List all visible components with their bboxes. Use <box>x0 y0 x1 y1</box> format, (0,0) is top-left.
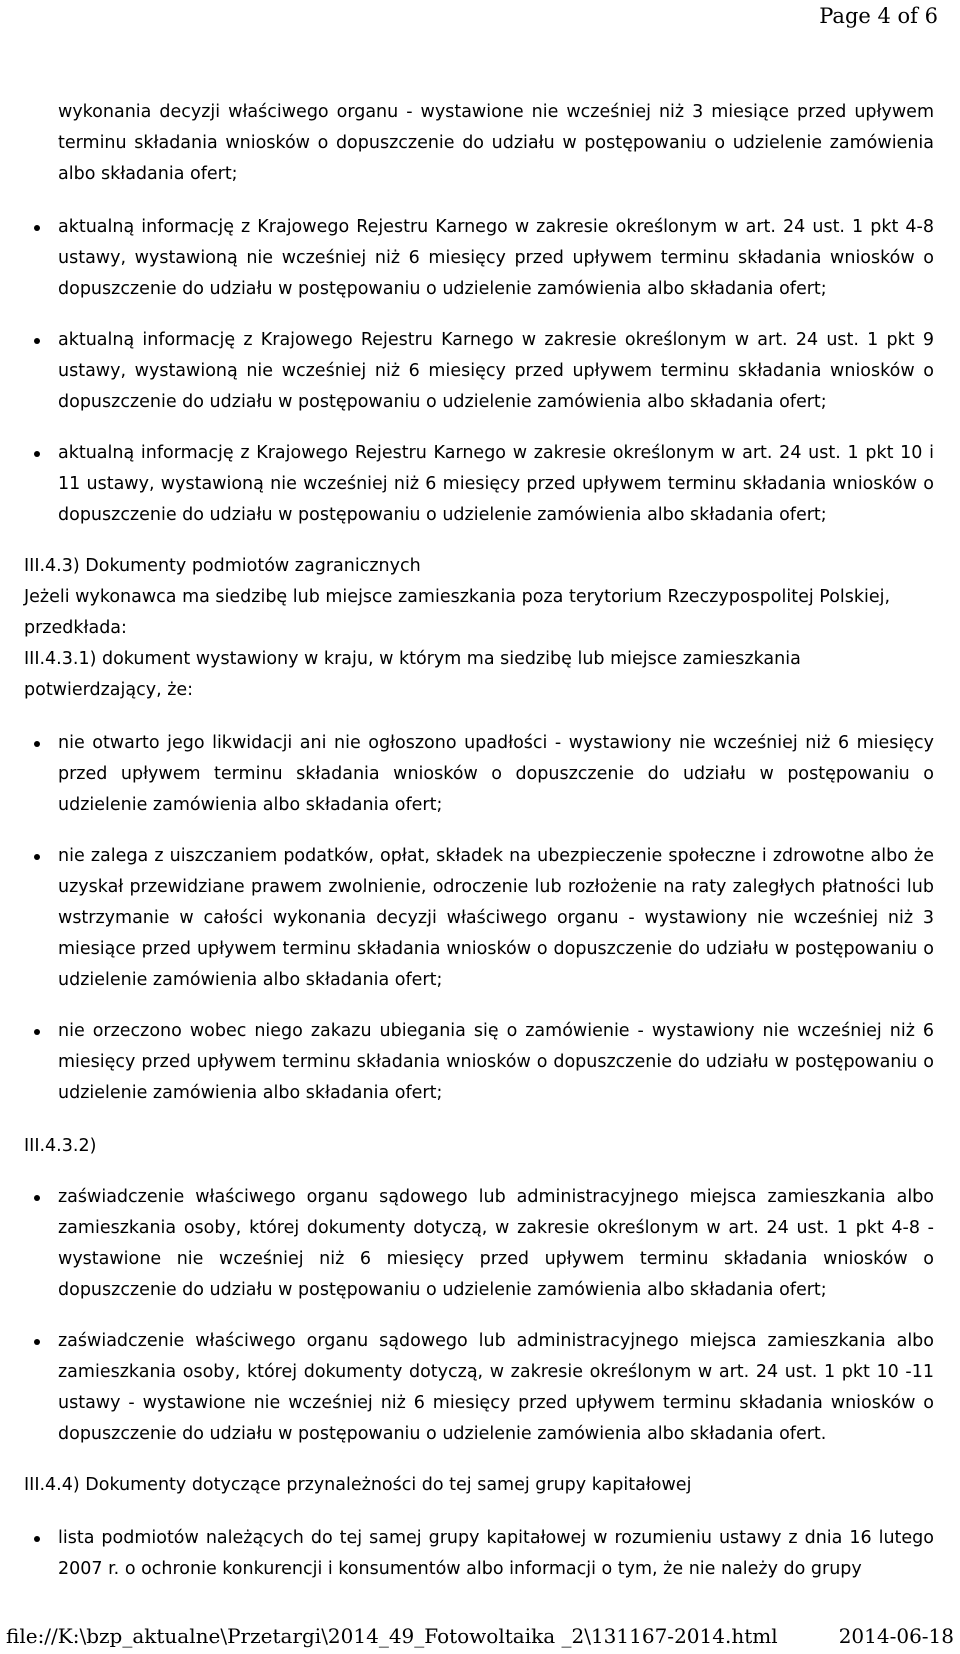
section-heading-III-4-4: III.4.4) Dokumenty dotyczące przynależności do tej samej grupy kapitałowej <box>24 1475 692 1495</box>
list-item: aktualną informację z Krajowego Rejestru Karnego w zakresie określonym w art. 24 ust. 1 pkt 9 ustawy, wystawioną nie wcześniej niż 6 miesięcy przed upływem terminu składania wniosków o dopuszczenie do udziału w postępowaniu o udzielenie zamówienia albo składania ofert; <box>24 325 934 418</box>
page-number: Page 4 of 6 <box>819 4 938 28</box>
page-footer <box>0 1621 960 1653</box>
foreign-entities-intro: Jeżeli wykonawca ma siedzibę lub miejsce zamieszkania poza terytorium Rzeczypospolitej Polskiej, przedkłada: <box>24 587 891 638</box>
list-item: nie zalega z uiszczaniem podatków, opłat, składek na ubezpieczenie społeczne i zdrowotne albo że uzyskał przewidziane prawem zwolnienie, odroczenie lub rozłożenie na raty zaległych płatności lub wstrzymanie w całości wykonania decyzji właściwego organu - wystawiony nie wcześniej niż 3 miesiące przed upływem terminu składania wniosków o dopuszczenie do udziału w postępowaniu o udzielenie zamówienia albo składania ofert; <box>24 841 934 996</box>
list-item: zaświadczenie właściwego organu sądowego lub administracyjnego miejsca zamieszkania albo zamieszkania osoby, której dokumenty dotyczą, w zakresie określonym w art. 24 ust. 1 pkt 10 -11 ustawy - wystawione nie wcześniej niż 6 miesięcy przed upływem terminu składania wniosków o dopuszczenie do udziału w postępowaniu o udzielenie zamówienia albo składania ofert. <box>24 1326 934 1450</box>
subsection-heading-III-4-3-2: III.4.3.2) <box>24 1136 97 1156</box>
list-item: nie otwarto jego likwidacji ani nie ogłoszono upadłości - wystawiony nie wcześniej niż 6 miesięcy przed upływem terminu składania wniosków o dopuszczenie do udziału w postępowaniu o udzielenie zamówienia albo składania ofert; <box>24 728 934 821</box>
capital-group-list <box>24 1523 934 1585</box>
list-item: aktualną informację z Krajowego Rejestru Karnego w zakresie określonym w art. 24 ust. 1 pkt 10 i 11 ustawy, wystawioną nie wcześniej niż 6 miesięcy przed upływem terminu składania wniosków o dopuszczenie do udziału w postępowaniu o udzielenie zamówienia albo składania ofert; <box>24 438 934 531</box>
foreign-documents-list <box>24 728 934 1109</box>
continuation-paragraph: wykonania decyzji właściwego organu - wystawione nie wcześniej niż 3 miesiące przed upływem terminu składania wniosków o dopuszczenie do udziału w postępowaniu o udzielenie zamówienia albo składania ofert; <box>58 102 934 184</box>
print-date: 2014-06-18 <box>838 1624 954 1648</box>
list-item: zaświadczenie właściwego organu sądowego lub administracyjnego miejsca zamieszkania albo zamieszkania osoby, której dokumenty dotyczą, w zakresie określonym w art. 24 ust. 1 pkt 4-8 - wystawione nie wcześniej niż 6 miesięcy przed upływem terminu składania wniosków o dopuszczenie do udziału w postępowaniu o udzielenie zamówienia albo składania ofert; <box>24 1182 934 1306</box>
file-path: file://K:\bzp_aktualne\Przetargi\2014_49_Fotowoltaika _2\131167-2014.html <box>6 1624 778 1648</box>
list-item: aktualną informację z Krajowego Rejestru Karnego w zakresie określonym w art. 24 ust. 1 pkt 4-8 ustawy, wystawioną nie wcześniej niż 6 miesięcy przed upływem terminu składania wniosków o dopuszczenie do udziału w postępowaniu o udzielenie zamówienia albo składania ofert; <box>24 212 934 305</box>
section-heading-III-4-3: III.4.3) Dokumenty podmiotów zagranicznych <box>24 556 421 576</box>
court-certificates-list <box>24 1182 934 1450</box>
list-item: nie orzeczono wobec niego zakazu ubiegania się o zamówienie - wystawiony nie wcześniej niż 6 miesięcy przed upływem terminu składania wniosków o dopuszczenie do udziału w postępowaniu o udzielenie zamówienia albo składania ofert; <box>24 1016 934 1109</box>
list-item: lista podmiotów należących do tej samej grupy kapitałowej w rozumieniu ustawy z dnia 16 lutego 2007 r. o ochronie konkurencji i konsumentów albo informacji o tym, że nie należy do grupy <box>24 1523 934 1585</box>
krk-info-list <box>24 212 934 531</box>
document-body <box>24 97 934 1585</box>
subsection-heading-III-4-3-1: III.4.3.1) dokument wystawiony w kraju, w którym ma siedzibę lub miejsce zamieszkania potwierdzający, że: <box>24 649 801 700</box>
